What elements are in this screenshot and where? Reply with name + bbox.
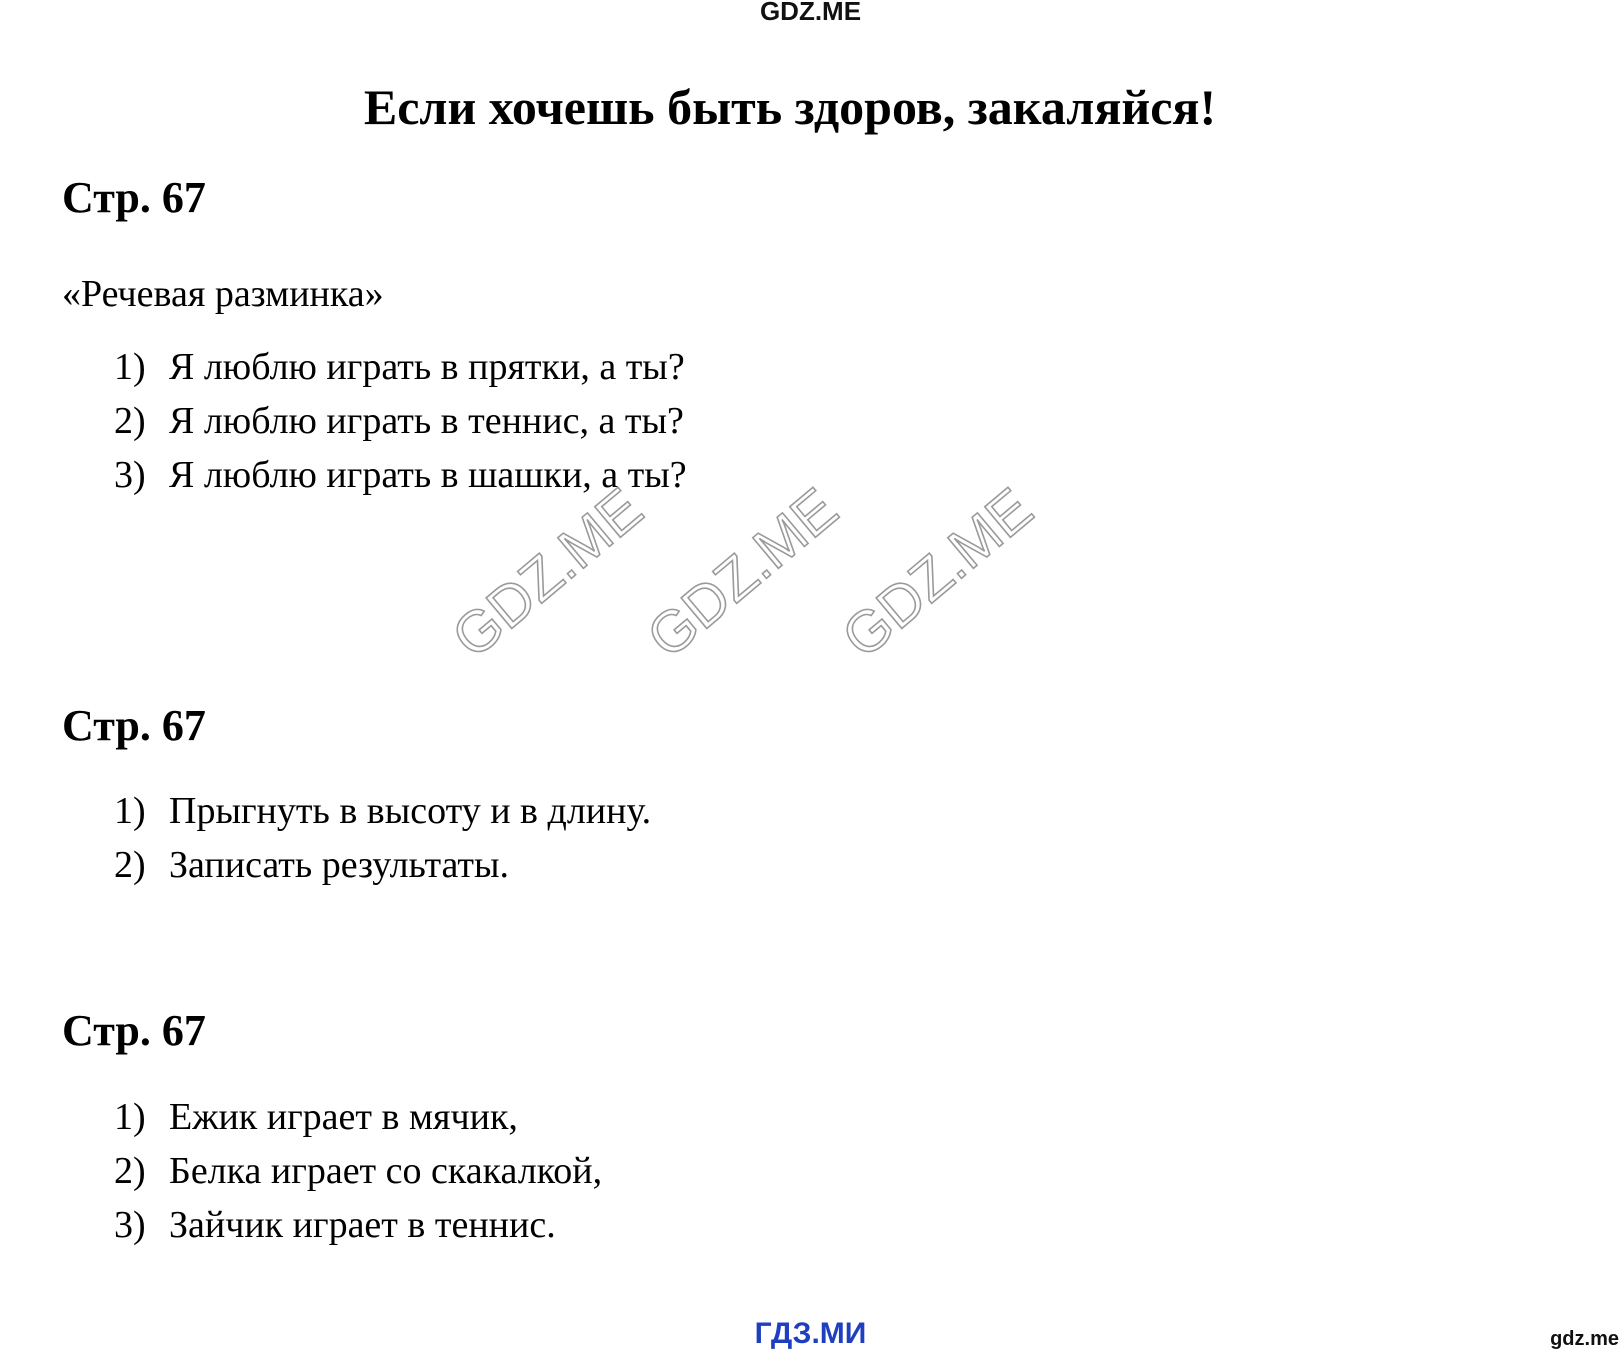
section-heading: Стр. 67 xyxy=(62,173,206,222)
watermark: GDZ.ME xyxy=(635,475,850,671)
list-item xyxy=(114,394,687,448)
item-text: Я люблю играть в теннис, а ты? xyxy=(169,400,684,442)
item-number: 1) xyxy=(114,1096,146,1138)
item-number: 1) xyxy=(114,346,146,388)
item-text: Прыгнуть в высоту и в длину. xyxy=(169,790,652,832)
list-item xyxy=(114,784,651,838)
corner-brand: gdz.me xyxy=(1550,1328,1619,1350)
item-number: 2) xyxy=(114,1150,146,1192)
item-text: Я люблю играть в шашки, а ты? xyxy=(169,454,687,496)
item-number: 1) xyxy=(114,790,146,832)
item-number: 2) xyxy=(114,400,146,442)
document-title: Если хочешь быть здоров, закаляйся! xyxy=(363,79,1217,135)
section-heading: Стр. 67 xyxy=(62,701,206,750)
item-number: 3) xyxy=(114,1204,146,1246)
list-item xyxy=(114,1090,602,1144)
footer-brand[interactable]: ГДЗ.МИ xyxy=(754,1317,867,1350)
answer-list xyxy=(114,1090,602,1252)
item-text: Белка играет со скакалкой, xyxy=(169,1150,603,1192)
section-heading: Стр. 67 xyxy=(62,1006,206,1055)
item-text: Записать результаты. xyxy=(169,844,510,886)
header-brand: GDZ.ME xyxy=(759,0,862,26)
item-text: Я люблю играть в прятки, а ты? xyxy=(169,346,685,388)
answer-list xyxy=(114,784,651,892)
list-item xyxy=(114,1198,602,1252)
list-item xyxy=(114,838,651,892)
item-text: Зайчик играет в теннис. xyxy=(169,1204,556,1246)
list-item xyxy=(114,1144,602,1198)
item-number: 3) xyxy=(114,454,146,496)
section-subtitle: «Речевая разминка» xyxy=(62,273,384,315)
watermark: GDZ.ME xyxy=(440,475,655,671)
watermark: GDZ.ME xyxy=(830,475,1045,671)
list-item xyxy=(114,340,687,394)
item-text: Ежик играет в мячик, xyxy=(169,1096,518,1138)
list-item xyxy=(114,448,687,502)
answer-list xyxy=(114,340,687,502)
item-number: 2) xyxy=(114,844,146,886)
